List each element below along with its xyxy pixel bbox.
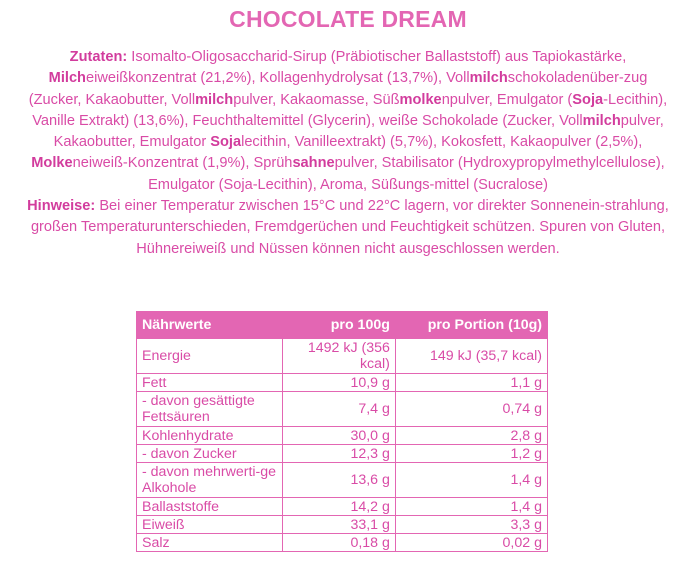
nutrition-row (137, 445, 548, 463)
nutrition-header-row (137, 312, 548, 339)
ingredient-text: pulver, Stabilisator (Hydroxypropylmethylcellulose), Emulgator (Soja-Lecithin), Aroma, Süßungs-mittel (Sucralose) (148, 155, 665, 193)
nutrient-name: Fett (137, 374, 283, 392)
allergen-highlight: Soja (572, 91, 604, 108)
ingredient-text: neiweiß-Konzentrat (1,9%), Sprüh (72, 155, 293, 172)
ingredients-label: Zutaten: (69, 49, 128, 65)
allergen-highlight: Milch (48, 70, 86, 87)
ingredient-text: npulver, Emulgator ( (441, 91, 573, 108)
nutrition-row (137, 339, 548, 374)
nutrient-name: - davon gesättigte Fettsäuren (137, 392, 283, 427)
value-per-portion: 0,02 g (395, 534, 547, 552)
value-per-100g: 12,3 g (282, 445, 395, 463)
nutrient-name: - davon Zucker (137, 445, 283, 463)
allergen-highlight: Molke (31, 155, 73, 172)
value-per-portion: 0,74 g (395, 392, 547, 427)
value-per-portion: 1,2 g (395, 445, 547, 463)
nutrition-row (137, 534, 548, 552)
allergen-highlight: milch (195, 91, 234, 108)
nutrient-name: Kohlenhydrate (137, 427, 283, 445)
allergen-highlight: Soja (210, 134, 242, 151)
allergen-highlight: milch (582, 112, 621, 129)
nutrient-name: Salz (137, 534, 283, 552)
header-per-portion: pro Portion (10g) (395, 312, 547, 339)
product-title: CHOCOLATE DREAM (229, 6, 467, 32)
value-per-portion: 1,1 g (395, 374, 547, 392)
value-per-100g: 1492 kJ (356 kcal) (282, 339, 395, 374)
value-per-100g: 30,0 g (282, 427, 395, 445)
nutrition-row (137, 374, 548, 392)
header-nutrient: Nährwerte (137, 312, 283, 339)
nutrient-name: Ballaststoffe (137, 498, 283, 516)
value-per-portion: 2,8 g (395, 427, 547, 445)
value-per-portion: 1,4 g (395, 498, 547, 516)
allergen-highlight: sahne (292, 155, 335, 172)
allergen-highlight: molke (399, 91, 442, 108)
header-per-100g: pro 100g (282, 312, 395, 339)
value-per-100g: 13,6 g (282, 463, 395, 498)
value-per-100g: 33,1 g (282, 516, 395, 534)
nutrient-name: - davon mehrwerti-ge Alkohole (137, 463, 283, 498)
value-per-portion: 3,3 g (395, 516, 547, 534)
hints-paragraph (27, 198, 669, 257)
hints-label: Hinweise: (27, 198, 96, 215)
nutrient-name: Eiweiß (137, 516, 283, 534)
nutrient-name: Energie (137, 339, 283, 374)
ingredients-block (24, 47, 672, 260)
value-per-100g: 14,2 g (282, 498, 395, 516)
ingredient-text: pulver, Kakaobutter, Emulgator (53, 112, 664, 151)
nutrition-row (137, 463, 548, 498)
nutrition-row (137, 498, 548, 516)
ingredient-text: lecithin, Vanilleextrakt) (5,7%), Kokosfett, Kakaopulver (2,5%), (241, 134, 643, 151)
ingredient-text: pulver, Kakaomasse, Süß (233, 91, 400, 108)
nutrition-row (137, 427, 548, 445)
ingredient-text: eiweißkonzentrat (21,2%), Kollagenhydrolysat (13,7%), Voll (85, 70, 470, 87)
hints-text: Bei einer Temperatur zwischen 15°C und 22°C lagern, vor direkter Sonnenein-strahlung, großen Temperaturunterschieden, Fremdgerüchen und Feuchtigkeit schützen. Spuren von Gluten, Hühnereiweiß und Nüssen können nicht ausgeschlossen werden. (30, 198, 669, 257)
value-per-portion: 149 kJ (35,7 kcal) (395, 339, 547, 374)
nutrition-row (137, 392, 548, 427)
nutrition-table (136, 311, 548, 552)
ingredients-paragraph (29, 49, 667, 193)
ingredient-text: -Lecithin), Vanille Extrakt) (13,6%), Feuchthaltemittel (Glycerin), weiße Schokolade (Zucker, Voll (32, 91, 668, 129)
value-per-100g: 0,18 g (282, 534, 395, 552)
allergen-highlight: milch (469, 70, 508, 87)
ingredient-text: Isomalto-Oligosaccharid-Sirup (Präbiotischer Ballaststoff) aus Tapiokastärke, (131, 49, 627, 65)
value-per-portion: 1,4 g (395, 463, 547, 498)
ingredient-text: schokoladenüber-zug (Zucker, Kakaobutter, Voll (28, 70, 648, 108)
nutrition-row (137, 516, 548, 534)
nutrition-body (137, 339, 548, 552)
value-per-100g: 10,9 g (282, 374, 395, 392)
value-per-100g: 7,4 g (282, 392, 395, 427)
